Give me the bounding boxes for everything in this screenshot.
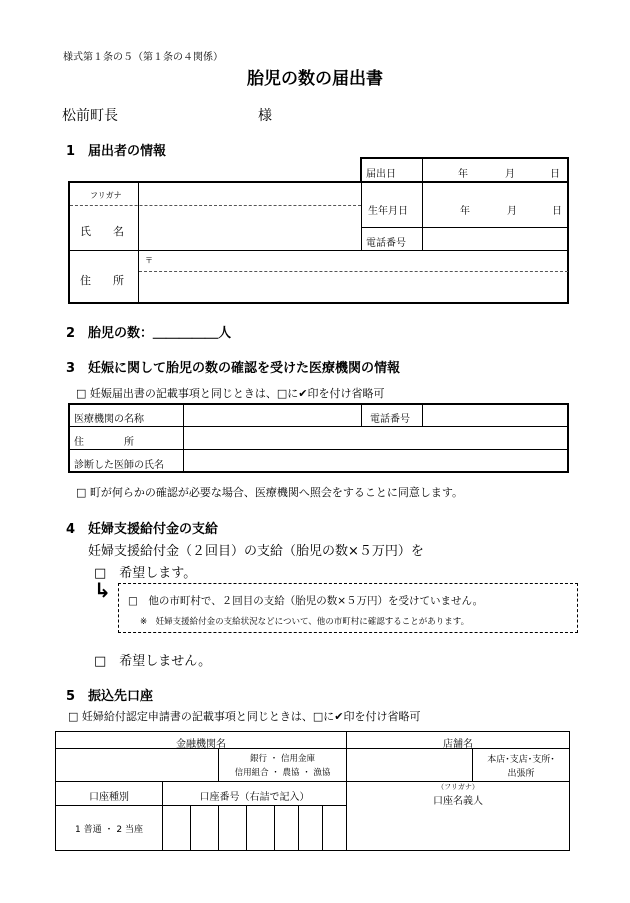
filing-day: 日 bbox=[550, 169, 560, 180]
filing-date-label: 届出日 bbox=[366, 169, 396, 180]
postal-mark: 〒 bbox=[145, 256, 153, 265]
consent-checkbox[interactable]: □ 町が何らかの確認が必要な場合、医療機関へ照会をすることに同意します。 bbox=[76, 486, 464, 499]
form-reference: 様式第１条の５（第１条の４関係） bbox=[63, 52, 223, 63]
medical-phone-field[interactable] bbox=[424, 405, 567, 425]
option-yes-checkbox[interactable]: □ 希望します。 bbox=[94, 566, 197, 581]
holder-name-field[interactable] bbox=[348, 807, 568, 849]
fetus-count-field[interactable]: ＿＿＿＿＿ bbox=[153, 326, 219, 341]
doctor-field[interactable] bbox=[185, 451, 567, 471]
branch-types-line2[interactable]: 出張所 bbox=[507, 769, 535, 779]
account-number-field[interactable] bbox=[164, 807, 345, 849]
holder-furigana-label: （フリガナ） bbox=[437, 783, 479, 791]
medical-omit-checkbox[interactable]: □ 妊娠届出書の記載事項と同じときは、□に✔印を付け省略可 bbox=[76, 387, 385, 400]
section1-heading: 1 届出者の情報 bbox=[66, 144, 167, 159]
account-number-label: 口座番号（右詰で記入） bbox=[199, 792, 310, 803]
benefit-intro: 妊婦支援給付金（２回目）の支給（胎児の数×５万円）を bbox=[88, 544, 424, 559]
dob-year: 年 bbox=[460, 206, 470, 217]
address-label: 住 所 bbox=[80, 274, 124, 287]
furigana-field[interactable] bbox=[140, 183, 360, 205]
honorific: 様 bbox=[258, 108, 272, 124]
phone-label: 電話番号 bbox=[366, 238, 406, 249]
medical-address-field[interactable] bbox=[185, 428, 567, 448]
section3-heading: 3 妊娠に関して胎児の数の確認を受けた医療機関の情報 bbox=[66, 361, 401, 376]
phone-field[interactable] bbox=[424, 229, 567, 249]
bank-types-line1[interactable]: 銀行 ・ 信用金庫 bbox=[250, 754, 315, 764]
branch-name-label: 店舗名 bbox=[443, 739, 473, 750]
branch-name-field[interactable] bbox=[348, 750, 470, 780]
section5-heading: 5 振込先口座 bbox=[66, 689, 154, 704]
fetus-count-unit: 人 bbox=[218, 326, 232, 341]
bank-omit-checkbox[interactable]: □ 妊婦給付認定申請書の記載事項と同じときは、□に✔印を付け省略可 bbox=[68, 710, 421, 723]
medical-phone-label: 電話番号 bbox=[370, 414, 410, 425]
section4-heading: 4 妊婦支援給付金の支給 bbox=[66, 522, 219, 537]
bank-name-field[interactable] bbox=[58, 750, 216, 780]
address-field[interactable] bbox=[140, 252, 567, 302]
filing-month: 月 bbox=[505, 169, 515, 180]
doctor-label: 診断した医師の氏名 bbox=[74, 460, 164, 471]
not-received-checkbox[interactable]: □ 他の市町村で、２回目の支給（胎児の数×５万円）を受けていません。 bbox=[128, 595, 484, 607]
page-title: 胎児の数の届出書 bbox=[247, 69, 383, 89]
name-label: 氏 名 bbox=[80, 225, 124, 238]
name-field[interactable] bbox=[140, 207, 360, 249]
section2-heading: 2 胎児の数： bbox=[66, 326, 154, 341]
dob-month: 月 bbox=[507, 206, 517, 217]
medical-address-label: 住 所 bbox=[74, 437, 134, 448]
addressee: 松前町長 bbox=[62, 108, 118, 124]
filing-year: 年 bbox=[458, 169, 468, 180]
bank-name-label: 金融機関名 bbox=[176, 739, 226, 750]
dob-day: 日 bbox=[552, 206, 562, 217]
option-no-checkbox[interactable]: □ 希望しません。 bbox=[94, 654, 212, 669]
institution-label: 医療機関の名称 bbox=[74, 414, 144, 425]
institution-field[interactable] bbox=[185, 405, 360, 425]
account-type-label: 口座種別 bbox=[89, 792, 129, 803]
furigana-label: フリガナ bbox=[90, 191, 122, 200]
verification-note: ※ 妊婦支援給付金の支給状況などについて、他の市町村に確認することがあります。 bbox=[140, 617, 470, 627]
branch-types-line1[interactable]: 本店･支店･支所･ bbox=[487, 755, 555, 765]
bank-types-line2[interactable]: 信用組合 ・ 農協 ・ 漁協 bbox=[234, 768, 331, 778]
holder-label: 口座名義人 bbox=[433, 796, 483, 807]
dob-label: 生年月日 bbox=[368, 206, 408, 217]
account-type-options[interactable]: 1 普通 ・ 2 当座 bbox=[75, 825, 143, 835]
fetus-count-row bbox=[66, 322, 231, 341]
arrow-icon: ↳ bbox=[94, 578, 111, 602]
